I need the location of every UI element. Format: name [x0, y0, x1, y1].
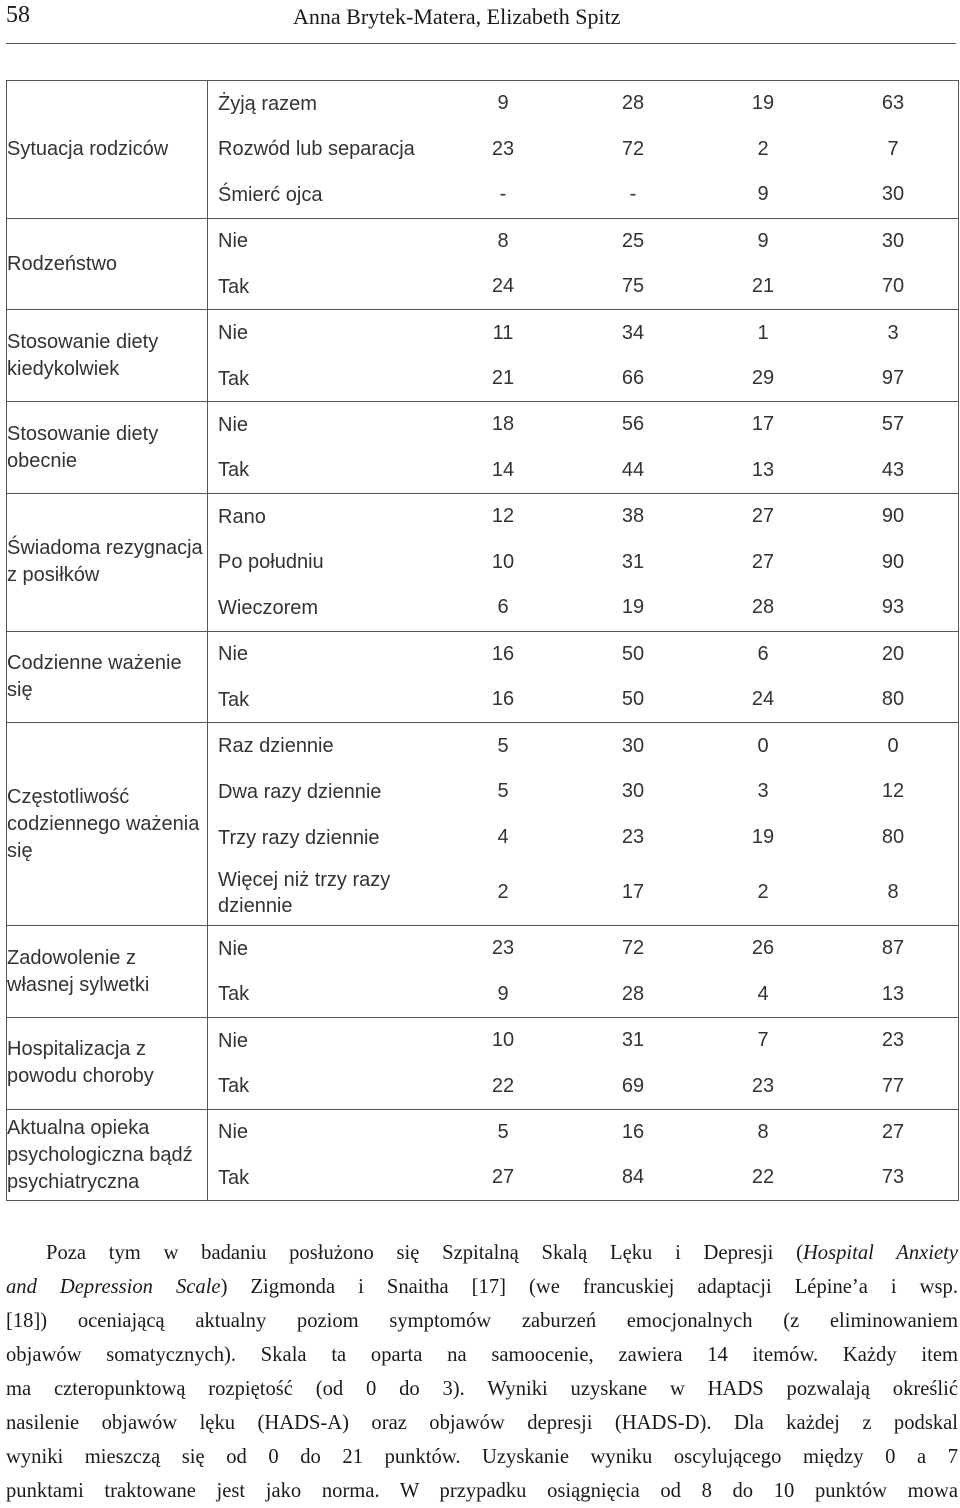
- value-cell-3: 28: [751, 596, 775, 619]
- paragraph-line-4: objawów somatycznych). Skala ta oparta na samoocenie, zawiera 14 itemów. Każdy item: [6, 1344, 958, 1366]
- row-label: Nie: [218, 1029, 249, 1052]
- row-cell: [208, 1017, 959, 1063]
- table-row: [7, 494, 959, 540]
- value-cell-2: 50: [621, 688, 645, 711]
- running-head-authors: Anna Brytek-Matera, Elizabeth Spitz: [293, 4, 621, 29]
- value-cell-4: 30: [881, 229, 905, 252]
- value-cell-2: 75: [621, 275, 645, 298]
- row-label: Trzy razy dziennie: [218, 826, 380, 849]
- value-cell-3: 7: [757, 1029, 769, 1052]
- value-cell-4: 80: [881, 826, 905, 849]
- value-cell-3: 29: [751, 367, 775, 390]
- paragraph-text: ) Zigmonda i Snaitha [17] (we francuskiej adaptacji Lépine’a i wsp.: [220, 1276, 958, 1298]
- value-cell-1: 23: [491, 137, 515, 160]
- value-cell-2: 31: [621, 1029, 645, 1052]
- paragraph-line-7: wyniki mieszczą się od 0 do 21 punktów. Uzyskanie wyniku oscylującego między 0 a 7: [6, 1446, 958, 1468]
- value-cell-3: 6: [757, 642, 769, 665]
- paragraph-line-6: nasilenie objawów lęku (HADS-A) oraz objawów depresji (HADS-D). Dla każdej z podskal: [6, 1412, 958, 1434]
- value-cell-3: 19: [751, 826, 775, 849]
- row-cell: [208, 815, 959, 861]
- value-cell-2: 69: [621, 1074, 645, 1097]
- row-label: Nie: [218, 643, 249, 666]
- value-cell-4: 87: [881, 937, 905, 960]
- data-table: [6, 80, 959, 1201]
- value-cell-1: 9: [497, 92, 509, 115]
- value-cell-2: 31: [621, 550, 645, 573]
- row-label: Dwa razy dziennie: [218, 780, 382, 803]
- value-cell-1: 22: [491, 1074, 515, 1097]
- group-label: Hospitalizacja z powodu choroby: [7, 1017, 208, 1109]
- value-cell-4: 7: [887, 137, 899, 160]
- group-label: Aktualna opieka psychologiczna bądź psychiatryczna: [7, 1109, 208, 1201]
- value-cell-4: 43: [881, 458, 905, 481]
- group-label: Stosowanie diety kiedykolwiek: [7, 310, 208, 402]
- row-label: Tak: [218, 459, 250, 482]
- row-label: Tak: [218, 367, 250, 390]
- value-cell-3: 19: [751, 92, 775, 115]
- row-cell: [208, 861, 959, 926]
- value-cell-4: 30: [881, 183, 905, 206]
- value-cell-1: 21: [491, 367, 515, 390]
- value-cell-1: 4: [497, 826, 509, 849]
- value-cell-4: 90: [881, 550, 905, 573]
- group-label: Sytuacja rodziców: [7, 81, 208, 219]
- value-cell-2: 44: [621, 458, 645, 481]
- value-cell-4: 90: [881, 505, 905, 528]
- row-cell: [208, 539, 959, 585]
- value-cell-2: 28: [621, 982, 645, 1005]
- value-cell-3: 9: [757, 183, 769, 206]
- row-label: Raz dziennie: [218, 735, 334, 758]
- value-cell-1: -: [499, 183, 507, 206]
- table-row: [7, 723, 959, 769]
- value-cell-1: 24: [491, 275, 515, 298]
- paragraph-line-3: [18]) oceniającą aktualny poziom symptomów zaburzeń emocjonalnych (z eliminowaniem: [6, 1310, 958, 1332]
- value-cell-4: 70: [881, 275, 905, 298]
- paragraph-line-1: [6, 1236, 958, 1270]
- value-cell-2: 23: [621, 826, 645, 849]
- value-cell-3: 8: [757, 1120, 769, 1143]
- row-cell: [208, 126, 959, 172]
- group-label: Rodzeństwo: [7, 218, 208, 310]
- row-cell: [208, 972, 959, 1018]
- paragraph-italic: and Depression Scale: [6, 1276, 221, 1298]
- row-cell: [208, 448, 959, 494]
- value-cell-4: 93: [881, 596, 905, 619]
- row-label: Nie: [218, 937, 249, 960]
- value-cell-4: 3: [887, 321, 899, 344]
- row-cell: [208, 769, 959, 815]
- value-cell-4: 0: [887, 734, 899, 757]
- row-label: Rano: [218, 505, 266, 528]
- value-cell-2: 16: [621, 1120, 645, 1143]
- value-cell-3: 27: [751, 550, 775, 573]
- value-cell-4: 20: [881, 642, 905, 665]
- value-cell-2: 66: [621, 367, 645, 390]
- value-cell-2: 17: [621, 881, 645, 904]
- group-label: Świadoma rezygnacja z posiłków: [7, 494, 208, 632]
- value-cell-2: 25: [621, 229, 645, 252]
- value-cell-2: 19: [621, 596, 645, 619]
- row-cell: [208, 1109, 959, 1155]
- row-label: Nie: [218, 322, 249, 345]
- group-label: Zadowolenie z własnej sylwetki: [7, 926, 208, 1018]
- row-cell: [208, 402, 959, 448]
- row-cell: [208, 926, 959, 972]
- table-row: [7, 926, 959, 972]
- value-cell-4: 73: [881, 1166, 905, 1189]
- table-row: [7, 218, 959, 264]
- value-cell-1: 5: [497, 780, 509, 803]
- table-row: [7, 1017, 959, 1063]
- value-cell-3: 27: [751, 505, 775, 528]
- row-label: Tak: [218, 1166, 250, 1189]
- row-cell: [208, 631, 959, 677]
- row-cell: [208, 494, 959, 540]
- row-cell: [208, 81, 959, 127]
- value-cell-3: 2: [757, 137, 769, 160]
- value-cell-1: 6: [497, 596, 509, 619]
- value-cell-2: 56: [621, 413, 645, 436]
- paragraph-line-8: punktami traktowane jest jako norma. W przypadku osiągnięcia od 8 do 10 punktów mowa: [6, 1480, 958, 1502]
- value-cell-2: 28: [621, 92, 645, 115]
- group-label: Częstotliwość codziennego ważenia się: [7, 723, 208, 926]
- value-cell-1: 10: [491, 550, 515, 573]
- value-cell-4: 8: [887, 881, 899, 904]
- value-cell-2: 50: [621, 642, 645, 665]
- row-cell: [208, 1155, 959, 1201]
- value-cell-3: 0: [757, 734, 769, 757]
- paragraph-italic: Hospital Anxiety: [802, 1242, 958, 1264]
- value-cell-4: 63: [881, 92, 905, 115]
- row-cell: [208, 172, 959, 218]
- value-cell-3: 22: [751, 1166, 775, 1189]
- value-cell-1: 18: [491, 413, 515, 436]
- value-cell-3: 26: [751, 937, 775, 960]
- row-cell: [208, 723, 959, 769]
- value-cell-3: 3: [757, 780, 769, 803]
- value-cell-2: 30: [621, 780, 645, 803]
- value-cell-4: 27: [881, 1120, 905, 1143]
- row-cell: [208, 585, 959, 631]
- paragraph-line-2: [6, 1270, 958, 1304]
- value-cell-4: 77: [881, 1074, 905, 1097]
- value-cell-4: 80: [881, 688, 905, 711]
- row-cell: [208, 677, 959, 723]
- value-cell-1: 2: [497, 881, 509, 904]
- value-cell-4: 23: [881, 1029, 905, 1052]
- body-paragraph: [6, 1236, 958, 1508]
- value-cell-4: 12: [881, 780, 905, 803]
- value-cell-4: 97: [881, 367, 905, 390]
- row-label: Wieczorem: [218, 596, 319, 619]
- table-row: [7, 81, 959, 127]
- value-cell-4: 57: [881, 413, 905, 436]
- value-cell-2: 72: [621, 937, 645, 960]
- value-cell-2: 84: [621, 1166, 645, 1189]
- paragraph-line-5: ma czteropunktową rozpiętość (od 0 do 3). Wyniki uzyskane w HADS pozwalają określić: [6, 1378, 958, 1400]
- row-label: Tak: [218, 688, 250, 711]
- value-cell-1: 12: [491, 505, 515, 528]
- row-cell: [208, 310, 959, 356]
- value-cell-3: 4: [757, 982, 769, 1005]
- value-cell-3: 2: [757, 881, 769, 904]
- value-cell-3: 13: [751, 458, 775, 481]
- row-label: Więcej niż trzy razy dziennie: [218, 868, 391, 917]
- table-row: [7, 631, 959, 677]
- page-number: 58: [6, 2, 30, 28]
- value-cell-3: 1: [757, 321, 769, 344]
- value-cell-1: 16: [491, 642, 515, 665]
- row-label: Tak: [218, 1075, 250, 1097]
- value-cell-2: 38: [621, 505, 645, 528]
- value-cell-1: 10: [491, 1029, 515, 1052]
- value-cell-3: 9: [757, 229, 769, 252]
- value-cell-3: 17: [751, 413, 775, 436]
- row-label: Tak: [218, 983, 250, 1006]
- value-cell-1: 23: [491, 937, 515, 960]
- value-cell-2: -: [629, 183, 637, 206]
- row-label: Nie: [218, 413, 249, 436]
- row-cell: [208, 218, 959, 264]
- row-label: Nie: [218, 1121, 249, 1144]
- group-label: Stosowanie diety obecnie: [7, 402, 208, 494]
- row-label: Śmierć ojca: [218, 183, 323, 206]
- value-cell-1: 5: [497, 734, 509, 757]
- row-cell: [208, 356, 959, 402]
- value-cell-2: 34: [621, 321, 645, 344]
- value-cell-2: 30: [621, 734, 645, 757]
- value-cell-1: 11: [492, 321, 514, 344]
- table-row: [7, 310, 959, 356]
- value-cell-3: 24: [751, 688, 775, 711]
- row-cell: [208, 1063, 959, 1109]
- row-label: Tak: [218, 275, 250, 298]
- value-cell-1: 16: [491, 688, 515, 711]
- value-cell-1: 5: [497, 1120, 509, 1143]
- table-row: [7, 402, 959, 448]
- paragraph-text: Poza tym w badaniu posłużono się Szpitalną Skalą Lęku i Depresji (: [46, 1242, 803, 1264]
- row-cell: [208, 264, 959, 310]
- header-rule: [6, 43, 956, 44]
- row-label: Nie: [218, 230, 249, 253]
- value-cell-1: 27: [491, 1166, 515, 1189]
- row-label: Po południu: [218, 551, 324, 574]
- value-cell-1: 8: [497, 229, 509, 252]
- group-label: Codzienne ważenie się: [7, 631, 208, 723]
- value-cell-2: 72: [621, 137, 645, 160]
- row-label: Żyją razem: [218, 92, 317, 115]
- value-cell-1: 9: [497, 982, 509, 1005]
- row-label: Rozwód lub separacja: [218, 138, 415, 161]
- value-cell-3: 23: [751, 1074, 775, 1097]
- value-cell-3: 21: [751, 275, 775, 298]
- value-cell-4: 13: [881, 982, 905, 1005]
- table-row: [7, 1109, 959, 1155]
- value-cell-1: 14: [491, 458, 515, 481]
